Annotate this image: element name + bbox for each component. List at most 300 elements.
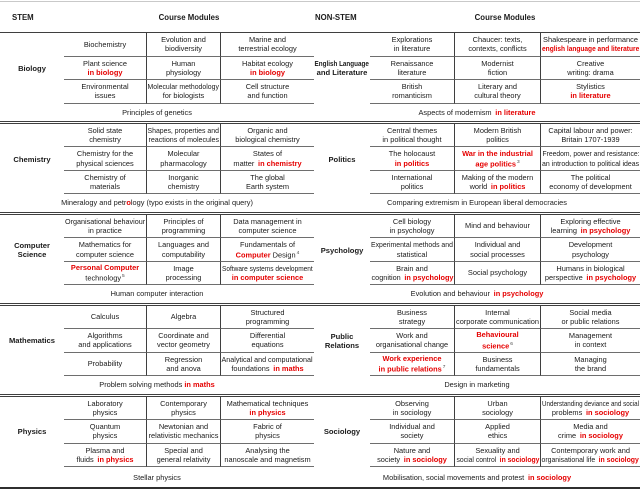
module-cell	[454, 171, 540, 195]
module-cell	[220, 238, 314, 262]
module-term: Principles of genetics	[122, 107, 192, 117]
module-line	[542, 399, 639, 408]
highlighted-query-term: in computer science	[231, 273, 304, 283]
module-line	[167, 149, 199, 158]
module-line	[163, 217, 203, 226]
module-cell	[146, 171, 220, 195]
module-line	[242, 59, 293, 68]
module-term: issues	[94, 91, 116, 101]
module-term: in context	[574, 340, 607, 350]
module-term: ethics	[487, 431, 508, 441]
module-cell	[454, 238, 540, 262]
wide-module-cell	[0, 104, 314, 124]
course-modules-header-left: Course Modules	[64, 2, 314, 33]
module-term: reactions of molecules	[148, 135, 219, 145]
module-cell	[220, 80, 314, 104]
module-term: Stellar physics	[133, 472, 181, 482]
module-line	[485, 422, 510, 431]
module-cell	[146, 353, 220, 377]
module-cell	[540, 124, 640, 148]
module-cell	[64, 262, 146, 286]
module-term: Data management in	[233, 216, 302, 226]
module-term: Renaissance	[390, 58, 434, 68]
module-line	[548, 126, 632, 135]
module-term: Algorithms	[87, 331, 123, 341]
module-cell	[540, 80, 640, 104]
module-cell	[370, 420, 454, 444]
module-line	[397, 308, 427, 317]
module-line	[475, 240, 521, 249]
module-line	[255, 431, 280, 440]
module-line	[551, 226, 631, 235]
module-line	[88, 359, 123, 368]
module-cell	[146, 262, 220, 286]
discipline-label	[0, 397, 64, 468]
wide-module-cell	[314, 285, 640, 305]
module-line	[246, 82, 290, 91]
module-line	[487, 399, 507, 408]
module-line	[561, 135, 619, 144]
module-cell	[146, 124, 220, 148]
module-line	[91, 312, 119, 321]
module-line	[572, 250, 609, 259]
module-term: nanoscale and magnetism	[224, 454, 311, 464]
module-term: writing: drama	[567, 67, 614, 77]
module-term: fiction	[487, 67, 508, 77]
module-line	[247, 91, 287, 100]
discipline-label	[0, 124, 64, 195]
module-line	[158, 240, 209, 249]
module-term: Contemporary	[160, 398, 207, 408]
module-line	[397, 250, 427, 259]
module-term: Modern British	[473, 125, 522, 135]
module-line	[569, 240, 613, 249]
module-line	[392, 173, 433, 182]
module-cell	[64, 33, 146, 57]
module-line	[93, 408, 118, 417]
module-line	[111, 289, 204, 298]
module-term: Britain 1707-1939	[561, 135, 620, 145]
module-line	[222, 355, 313, 364]
module-cell	[540, 306, 640, 330]
module-term: Mathematical techniques	[226, 398, 309, 408]
wide-module-cell	[314, 467, 640, 487]
module-term: Shakespeare in performance	[543, 35, 638, 45]
module-term: The global	[250, 172, 285, 182]
module-line	[474, 91, 520, 100]
module-cell	[370, 171, 454, 195]
module-term: foundations	[231, 363, 274, 373]
wide-module-cell	[0, 194, 314, 214]
module-cell	[454, 80, 540, 104]
module-line	[575, 364, 606, 373]
module-line	[79, 240, 132, 249]
module-term: and applications	[78, 340, 132, 350]
module-cell	[220, 124, 314, 148]
module-cell	[540, 397, 640, 421]
module-line	[371, 273, 453, 282]
discipline-label-line: Chemistry	[13, 154, 51, 164]
module-line	[542, 159, 639, 168]
module-cell	[220, 147, 314, 171]
module-cell	[370, 124, 454, 148]
highlighted-query-term: in maths	[273, 363, 304, 373]
footnote-marker: 3	[517, 159, 520, 165]
module-term: Inorganic	[168, 172, 199, 182]
module-term: States of	[252, 149, 283, 159]
module-line	[161, 35, 206, 44]
module-line	[85, 272, 124, 283]
module-term: Experimental methods and	[371, 240, 453, 250]
module-cell	[370, 33, 454, 57]
module-line	[90, 182, 120, 191]
module-line	[542, 44, 639, 53]
module-term: vector geometry	[157, 340, 210, 350]
module-term: Sexuality and	[475, 445, 520, 455]
module-term: physics	[255, 431, 280, 441]
module-line	[239, 226, 297, 235]
module-term: Languages and	[158, 240, 209, 250]
module-line	[83, 59, 127, 68]
module-cell	[220, 262, 314, 286]
module-line	[171, 408, 196, 417]
module-line	[77, 149, 133, 158]
module-term: Habitat ecology	[242, 58, 293, 68]
module-term: Managing	[574, 354, 607, 364]
module-line	[148, 135, 219, 144]
module-term: chemistry	[167, 182, 200, 192]
module-cell	[146, 444, 220, 468]
module-term: organisational life	[541, 454, 599, 464]
discipline-label-line: Sociology	[323, 427, 361, 437]
module-line	[250, 173, 285, 182]
module-term: physiology	[166, 67, 201, 77]
module-term: and anova	[166, 363, 201, 373]
module-term: Human	[171, 58, 196, 68]
module-term: Probability	[87, 359, 123, 369]
module-cell	[146, 57, 220, 81]
module-cell	[454, 124, 540, 148]
module-term: Mineralogy and petr	[61, 198, 127, 208]
module-line	[233, 159, 301, 168]
module-line	[400, 431, 423, 440]
module-term: in psychology	[389, 226, 435, 236]
module-term: economy of development	[549, 182, 632, 192]
discipline-label-line: Physics	[17, 427, 47, 437]
highlighted-query-term: in public relations	[378, 364, 442, 374]
module-term: Plasma and	[85, 445, 125, 455]
module-line	[251, 340, 283, 349]
module-term: Earth system	[245, 182, 290, 192]
module-line	[231, 364, 303, 373]
module-line	[488, 431, 507, 440]
module-term: Mind and behaviour	[465, 221, 530, 231]
discipline-label-line: Public	[330, 331, 354, 341]
module-term: Fundamentals of	[239, 239, 296, 249]
module-term: Organic and	[247, 125, 288, 135]
module-line	[90, 422, 120, 431]
wide-module-cell	[314, 104, 640, 124]
module-line	[238, 44, 296, 53]
module-line	[401, 182, 424, 191]
highlighted-query-term: Personal Computer	[70, 263, 140, 273]
module-line	[371, 240, 453, 249]
module-term: Solid state	[87, 125, 123, 135]
module-term: Software systems development	[222, 263, 313, 273]
module-line	[462, 149, 533, 158]
highlighted-query-term: Behavioural	[476, 330, 519, 340]
module-line	[164, 446, 203, 455]
footnote-marker: 7	[442, 365, 446, 371]
module-line	[444, 380, 509, 389]
module-term: computer science	[238, 226, 297, 236]
module-term: social control	[456, 454, 500, 464]
module-cell	[540, 33, 640, 57]
module-term: Nature and	[393, 445, 431, 455]
module-term: relativistic mechanics	[148, 431, 219, 441]
course-catalogue-table	[0, 1, 640, 489]
module-line	[481, 59, 513, 68]
module-cell	[146, 397, 220, 421]
module-line	[88, 331, 123, 340]
module-line	[253, 149, 282, 158]
module-cell	[64, 57, 146, 81]
module-term: Making of the modern	[461, 172, 534, 182]
module-line	[551, 446, 630, 455]
module-line	[395, 159, 430, 168]
module-term: physics	[92, 407, 118, 417]
module-term: Contemporary work and	[551, 445, 630, 455]
module-term: general relativity	[156, 454, 211, 464]
highlighted-query-term: in sociology	[527, 472, 572, 482]
discipline-label	[314, 124, 370, 195]
module-cell	[540, 57, 640, 81]
module-line	[166, 68, 201, 77]
module-cell	[220, 215, 314, 239]
module-line	[88, 68, 123, 77]
highlighted-query-term: english language and literature	[541, 44, 640, 54]
module-line	[488, 68, 507, 77]
wide-module-cell	[0, 376, 314, 396]
module-line	[160, 399, 207, 408]
module-line	[470, 250, 525, 259]
highlighted-query-term: in psychology	[493, 289, 544, 299]
module-term: Mathematics for	[78, 240, 132, 250]
module-term: politics	[400, 182, 424, 192]
module-line	[573, 422, 608, 431]
module-line	[456, 317, 539, 326]
module-term: Coordinate and	[158, 331, 209, 341]
module-line	[250, 331, 285, 340]
module-cell	[146, 238, 220, 262]
module-line	[133, 473, 181, 482]
highlighted-query-term: Computer	[235, 250, 271, 260]
module-term: Creative	[576, 58, 605, 68]
module-cell	[454, 420, 540, 444]
module-term: Business	[482, 354, 513, 364]
module-term: Exploring effective	[560, 216, 621, 226]
module-cell	[370, 80, 454, 104]
module-term: Plant science	[83, 58, 127, 68]
module-term: fluids	[76, 454, 98, 464]
module-term: Molecular methodology	[147, 82, 220, 92]
module-line	[157, 455, 211, 464]
module-cell	[540, 262, 640, 286]
module-line	[475, 364, 519, 373]
module-cell	[540, 420, 640, 444]
module-line	[567, 68, 613, 77]
discipline-label	[314, 33, 370, 104]
highlighted-query-term: in sociology	[579, 431, 623, 441]
module-term: Modernist	[481, 58, 514, 68]
module-term: Organisational behaviour	[64, 216, 146, 226]
module-term: Observing	[395, 398, 429, 408]
module-cell	[64, 329, 146, 353]
module-line	[552, 408, 629, 417]
module-term: International	[391, 172, 433, 182]
module-term: Quantum	[89, 422, 121, 432]
module-line	[396, 331, 428, 340]
module-line	[576, 82, 605, 91]
highlighted-query-term: o	[126, 198, 131, 208]
module-line	[168, 182, 200, 191]
discipline-label-line: Mathematics	[8, 336, 55, 346]
module-line	[245, 446, 289, 455]
module-line	[474, 126, 522, 135]
highlighted-query-term: in psychology	[403, 273, 454, 283]
discipline-label	[0, 306, 64, 377]
module-term: logy (typo exists in the original query)	[130, 198, 253, 208]
module-line	[560, 217, 620, 226]
wide-module-cell	[0, 285, 314, 305]
module-line	[470, 182, 526, 191]
module-cell	[220, 420, 314, 444]
module-line	[88, 126, 123, 135]
module-line	[478, 82, 517, 91]
module-line	[93, 431, 118, 440]
module-cell	[370, 306, 454, 330]
discipline-label-line: Computer	[14, 241, 50, 251]
discipline-label-line: Relations	[324, 340, 360, 350]
module-line	[76, 250, 134, 259]
module-term: pharmacology	[160, 158, 207, 168]
module-line	[549, 182, 632, 191]
module-term: in sociology	[392, 407, 432, 417]
module-cell	[540, 171, 640, 195]
module-cell	[454, 215, 540, 239]
module-cell	[370, 397, 454, 421]
module-cell	[146, 420, 220, 444]
module-line	[387, 198, 567, 207]
module-term: Chemistry of	[84, 172, 126, 182]
module-term: technology	[85, 273, 122, 283]
module-line	[482, 408, 513, 417]
module-term: Problem solving methods	[99, 380, 185, 390]
module-cell	[64, 420, 146, 444]
paper-page	[0, 1, 640, 489]
module-line	[87, 399, 122, 408]
module-cell	[454, 57, 540, 81]
module-line	[250, 308, 284, 317]
module-term: Evolution and	[161, 35, 206, 45]
module-line	[376, 340, 448, 349]
module-line	[394, 446, 431, 455]
module-cell	[454, 147, 540, 171]
module-line	[85, 446, 124, 455]
module-line	[159, 422, 208, 431]
module-line	[160, 159, 206, 168]
module-term: Biochemistry	[83, 39, 127, 49]
module-line	[232, 273, 303, 282]
module-cell	[540, 215, 640, 239]
highlighted-query-term: in literature	[570, 91, 611, 101]
module-cell	[540, 329, 640, 353]
module-line	[558, 431, 623, 440]
module-term: Shapes, properties and	[147, 125, 220, 135]
module-line	[165, 44, 202, 53]
module-line	[391, 59, 434, 68]
module-term: fundamentals	[475, 363, 520, 373]
module-line	[387, 126, 437, 135]
module-term: Individual and	[474, 240, 521, 250]
module-term: in literature	[393, 44, 431, 54]
module-term: Work and	[396, 331, 428, 341]
module-cell	[540, 353, 640, 377]
module-cell	[454, 397, 540, 421]
module-cell	[64, 397, 146, 421]
module-cell	[454, 262, 540, 286]
module-cell	[146, 147, 220, 171]
module-line	[95, 91, 116, 100]
module-line	[571, 173, 610, 182]
module-line	[99, 380, 214, 389]
module-term: Comparing extremism in European liberal democracies	[387, 198, 567, 208]
highlighted-query-term: in biology	[87, 67, 123, 77]
module-term: biodiversity	[165, 44, 202, 54]
module-term: The holocaust	[388, 149, 436, 159]
module-line	[235, 135, 300, 144]
module-cell	[540, 238, 640, 262]
footnote-marker: 5	[122, 274, 125, 280]
highlighted-query-term: age politics	[475, 159, 516, 169]
module-line	[456, 455, 539, 464]
module-line	[394, 44, 431, 53]
module-cell	[370, 262, 454, 286]
discipline-label	[314, 397, 370, 468]
module-line	[402, 82, 423, 91]
module-line	[418, 108, 535, 117]
module-term: Applied	[485, 422, 510, 432]
module-term: Structured	[250, 307, 285, 317]
module-line	[81, 82, 128, 91]
module-line	[392, 91, 432, 100]
wide-module-cell	[0, 467, 314, 487]
module-term: cultural theory	[474, 91, 521, 101]
module-term: Algebra	[170, 312, 197, 322]
module-term: Chaucer: texts,	[472, 35, 523, 45]
module-term: problems	[551, 407, 586, 417]
module-line	[465, 221, 530, 230]
module-line	[382, 354, 441, 363]
module-line	[393, 408, 432, 417]
module-line	[162, 250, 205, 259]
module-line	[76, 159, 134, 168]
module-term: Urban	[487, 398, 508, 408]
module-term: Principles of	[163, 216, 204, 226]
module-term: corporate communication	[456, 316, 539, 326]
module-term: Molecular	[167, 149, 200, 159]
module-line	[253, 422, 282, 431]
